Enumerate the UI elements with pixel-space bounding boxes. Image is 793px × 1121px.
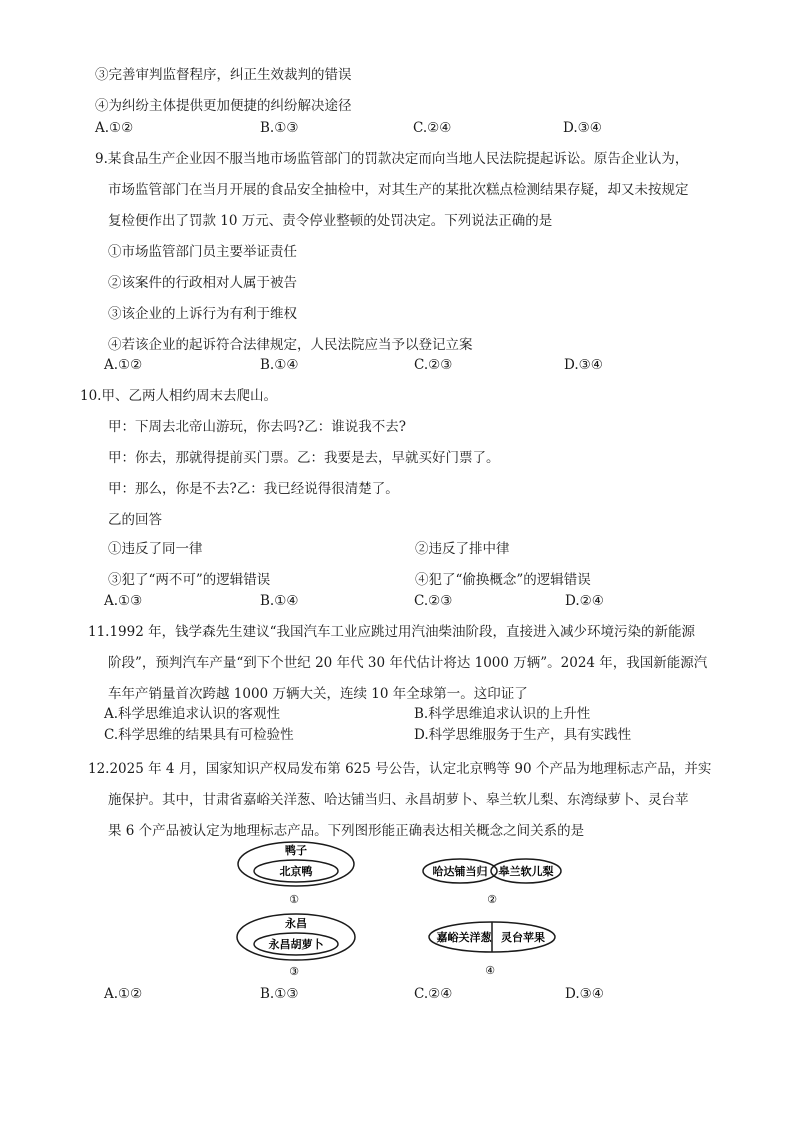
figure-4-left-label: 嘉峪关洋葱 <box>436 931 492 944</box>
q10-item-4: ④犯了“偷换概念”的逻辑错误 <box>415 572 591 588</box>
q12-option-b: B.①③ <box>260 986 299 1002</box>
q12-stem-line-3: 果 6 个产品被认定为地理标志产品。下列图形能正确表达相关概念之间关系的是 <box>108 823 585 839</box>
q12-stem-line-2: 施保护。其中，甘肃省嘉峪关洋葱、哈达铺当归、永昌胡萝卜、皋兰软儿梨、东湾绿萝卜、灵台苹 <box>108 792 689 808</box>
q10-item-3: ③犯了“两不可”的逻辑错误 <box>108 572 271 588</box>
q9-item-4: ④若该企业的起诉符合法律规定，人民法院应当予以登记立案 <box>108 337 473 353</box>
q9-item-3: ③该企业的上诉行为有利于维权 <box>108 306 297 322</box>
q11-option-a: A.科学思维追求认识的客观性 <box>104 706 281 722</box>
q11-option-c: C.科学思维的结果具有可检验性 <box>104 727 294 743</box>
q11-stem-line-1: 11.1992 年，钱学森先生建议“我国汽车工业应跳过用汽油柴油阶段，直接进入减少环境污染的新能源 <box>88 624 696 640</box>
q8-option-c: C.②④ <box>413 120 452 136</box>
q8-option-a: A.①② <box>95 120 134 136</box>
q11-option-d: D.科学思维服务于生产，具有实践性 <box>414 727 632 743</box>
q10-item-1: ①违反了同一律 <box>108 541 203 557</box>
q8-item-3: ③完善审判监督程序，纠正生效裁判的错误 <box>95 67 352 83</box>
figure-3 <box>237 914 355 978</box>
q9-stem-line-3: 复检便作出了罚款 10 万元、责令停业整顿的处罚决定。下列说法正确的是 <box>108 213 553 229</box>
q10-dialog-3: 甲：那么，你是不去?乙：我已经说得很清楚了。 <box>108 481 399 497</box>
figure-4 <box>429 922 555 977</box>
q10-option-d: D.②④ <box>565 593 604 609</box>
q11-stem-line-3: 车年产销量首次跨越 1000 万辆大关，连续 10 年全球第一。这印证了 <box>108 686 528 702</box>
q9-option-c: C.②③ <box>414 357 453 373</box>
figure-2-number: ② <box>487 893 497 906</box>
figure-2 <box>423 859 561 906</box>
q10-prompt: 乙的回答 <box>108 512 162 528</box>
q10-option-b: B.①④ <box>260 593 299 609</box>
q12-stem-line-1: 12.2025 年 4 月，国家知识产权局发布第 625 号公告，认定北京鸭等 90 个产品为地理标志产品，并实 <box>88 761 712 777</box>
q11-option-b: B.科学思维追求认识的上升性 <box>414 706 591 722</box>
q11-stem-line-2: 阶段”，预判汽车产量“到下个世纪 20 年代 30 年代估计将达 1000 万辆”。2024 年，我国新能源汽 <box>108 655 708 671</box>
q8-item-4: ④为纠纷主体提供更加便捷的纠纷解决途径 <box>95 98 352 114</box>
q12-option-d: D.③④ <box>565 986 604 1002</box>
figure-2-right-label: 皋兰软儿梨 <box>498 865 554 878</box>
figure-1-number: ① <box>289 893 299 906</box>
q9-item-2: ②该案件的行政相对人属于被告 <box>108 275 297 291</box>
q12-option-c: C.②④ <box>414 986 453 1002</box>
q10-item-2: ②违反了排中律 <box>415 541 510 557</box>
figure-2-left-label: 哈达铺当归 <box>432 865 488 878</box>
figure-4-number: ④ <box>485 964 495 977</box>
q10-dialog-1: 甲：下周去北帝山游玩，你去吗?乙：谁说我不去? <box>108 419 406 435</box>
q9-option-b: B.①④ <box>260 357 299 373</box>
q9-stem-line-2: 市场监管部门在当月开展的食品安全抽检中，对其生产的某批次糕点检测结果存疑，却又未按规定 <box>108 182 689 198</box>
figure-3-outer-label: 永昌 <box>285 917 307 930</box>
q9-stem-line-1: 9.某食品生产企业因不服当地市场监管部门的罚款决定而向当地人民法院提起诉讼。原告企业认为， <box>95 151 689 167</box>
figure-3-inner-label: 永昌胡萝卜 <box>268 938 324 951</box>
q8-option-b: B.①③ <box>260 120 299 136</box>
figure-1 <box>238 842 354 906</box>
q10-dialog-2: 甲：你去，那就得提前买门票。乙：我要是去，早就买好门票了。 <box>108 450 500 466</box>
figure-1-inner-label: 北京鸭 <box>279 865 313 878</box>
q12-figures <box>230 840 570 980</box>
q9-option-a: A.①② <box>104 357 143 373</box>
figure-4-right-label: 灵台苹果 <box>501 931 545 944</box>
q9-item-1: ①市场监管部门员主要举证责任 <box>108 244 297 260</box>
q9-option-d: D.③④ <box>564 357 603 373</box>
q8-option-d: D.③④ <box>563 120 602 136</box>
figure-3-number: ③ <box>289 965 299 978</box>
q10-option-a: A.①③ <box>104 593 143 609</box>
q10-stem: 10.甲、乙两人相约周末去爬山。 <box>80 388 277 404</box>
figure-1-outer-label: 鸭子 <box>285 844 307 857</box>
q12-option-a: A.①② <box>104 986 143 1002</box>
q10-option-c: C.②③ <box>414 593 453 609</box>
